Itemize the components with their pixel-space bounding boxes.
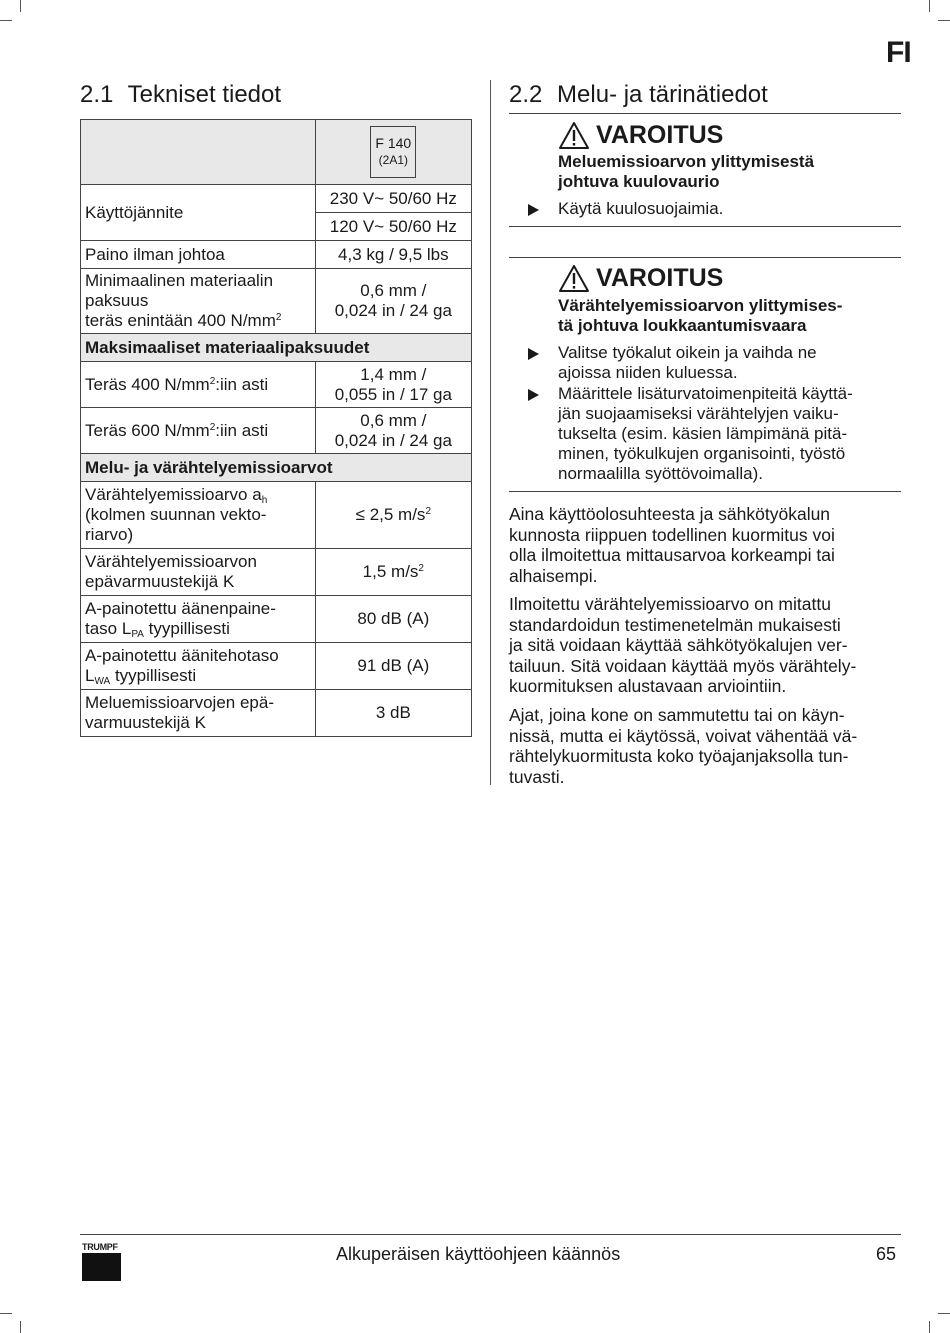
bullet-text: Käytä kuulosuojaimia. xyxy=(558,199,724,218)
steel600-value xyxy=(315,408,471,454)
noise-uncert-label xyxy=(81,690,316,737)
superscript: 2 xyxy=(425,506,431,517)
text-line: Värähtelyemissioarvon ylittymises- xyxy=(558,296,843,315)
vibration-label xyxy=(81,482,316,549)
vib-uncert-label xyxy=(81,549,316,596)
warning2-bottom-rule xyxy=(509,491,901,492)
technical-data-table xyxy=(80,119,472,737)
text-line: nissä, mutta ei käytössä, voivat vähentää vä- xyxy=(509,725,858,746)
table-row xyxy=(81,241,472,269)
superscript: 2 xyxy=(209,421,216,433)
warning1-heading xyxy=(558,121,723,150)
warning-label: VAROITUS xyxy=(596,121,724,149)
text-line: johtuva kuulovaurio xyxy=(558,172,720,191)
label-text: tyypillisesti xyxy=(143,619,230,638)
warning2-bullet xyxy=(528,384,868,484)
lpa-value: 80 dB (A) xyxy=(315,596,471,643)
lwa-value: 91 dB (A) xyxy=(315,643,471,690)
label-text: :iin asti xyxy=(215,374,269,394)
logo-text: TRUMPF xyxy=(82,1242,118,1252)
value-line: 0,6 mm / xyxy=(360,410,427,430)
trumpf-logo xyxy=(82,1242,122,1281)
language-code: FI xyxy=(886,36,911,69)
paragraph xyxy=(509,504,901,586)
crop-mark xyxy=(938,1313,950,1314)
bullet-arrow-icon xyxy=(528,348,539,360)
text-line: Ilmoitettu värähtelyemissioarvo on mitattu xyxy=(509,594,831,614)
voltage-label: Käyttöjännite xyxy=(81,185,316,241)
text-line: standardoidun testimenetelmän mukaisesti xyxy=(509,614,841,635)
voltage-value-1: 230 V~ 50/60 Hz xyxy=(315,185,471,213)
crop-mark xyxy=(20,1321,21,1333)
text-line: kunnosta riippuen todellinen kuormitus voi xyxy=(509,524,835,545)
voltage-value-2: 120 V~ 50/60 Hz xyxy=(315,213,471,241)
label-line: A-painotettu äänenpaine- xyxy=(85,599,276,618)
label-line: (kolmen suunnan vekto- xyxy=(85,505,267,524)
warning1-bottom-rule xyxy=(509,226,901,227)
section-number: 2.2 xyxy=(509,81,543,108)
table-row xyxy=(81,690,472,737)
section-title-text: Tekniset tiedot xyxy=(127,81,282,108)
warning2-subtitle xyxy=(558,296,888,336)
bullet-text xyxy=(558,343,868,383)
weight-label: Paino ilman johtoa xyxy=(81,241,316,269)
footer-rule xyxy=(80,1234,901,1235)
column-divider xyxy=(490,80,491,785)
crop-mark xyxy=(929,1321,930,1333)
label-line xyxy=(85,485,311,505)
table-row xyxy=(81,362,472,408)
label-line: riarvo) xyxy=(85,525,134,544)
label-line: Värähtelyemissioarvon xyxy=(85,552,257,571)
paragraph xyxy=(509,594,901,697)
warning-triangle-icon xyxy=(558,121,590,150)
noise-heading: Melu- ja värähtelyemissioarvot xyxy=(81,454,472,482)
label-line: Minimaalinen materiaalin xyxy=(85,271,274,290)
model-code: (2A1) xyxy=(378,153,408,167)
min-thickness-value xyxy=(315,269,471,334)
value-line: 0,055 in / 17 ga xyxy=(334,384,452,404)
model-cell xyxy=(315,120,471,185)
label-line xyxy=(85,666,311,686)
min-thickness-label xyxy=(81,269,316,334)
steel400-label xyxy=(81,362,316,408)
table-row xyxy=(81,185,472,213)
warning2-top-rule xyxy=(509,257,901,258)
table-header-empty xyxy=(81,120,316,185)
lwa-label xyxy=(81,643,316,690)
bullet-arrow-icon xyxy=(528,389,539,401)
label-text: teräs enintään 400 N/mm xyxy=(85,311,276,330)
text-line: olla ilmoitettua mittausarvoa korkeampi tai xyxy=(509,545,835,565)
table-row xyxy=(81,408,472,454)
vibration-value xyxy=(315,482,471,549)
subscript: PA xyxy=(131,629,144,640)
page-number: 65 xyxy=(876,1244,897,1264)
label-text: Teräs 600 N/mm xyxy=(85,420,210,440)
text-line: tukselta (esim. käsien lämpimänä pitä- xyxy=(558,424,848,443)
crop-mark xyxy=(0,1313,12,1314)
text-line: ajoissa niiden kuluessa. xyxy=(558,363,738,382)
value-text: ≤ 2,5 m/s xyxy=(355,505,426,524)
label-text: taso L xyxy=(85,619,132,638)
section-title-noise xyxy=(509,81,768,109)
value-text: 1,5 m/s xyxy=(362,562,419,581)
table-row xyxy=(81,549,472,596)
vib-uncert-value xyxy=(315,549,471,596)
label-line: A-painotettu äänitehotaso xyxy=(85,646,279,665)
warning2-bullet xyxy=(528,343,868,383)
table-row xyxy=(81,334,472,362)
table-row xyxy=(81,643,472,690)
lpa-label xyxy=(81,596,316,643)
table-row xyxy=(81,120,472,185)
text-line: Määrittele lisäturvatoimenpiteitä käyttä- xyxy=(558,384,853,403)
bullet-text xyxy=(558,384,868,484)
text-line: ja sitä voidaan käyttää sähkötyökalujen ver- xyxy=(509,635,848,655)
warning-label: VAROITUS xyxy=(596,264,724,292)
label-line: varmuustekijä K xyxy=(85,713,206,732)
steel600-label xyxy=(81,408,316,454)
text-line: Aina käyttöolosuhteesta ja sähkötyökalun xyxy=(509,504,831,524)
label-text: Teräs 400 N/mm xyxy=(85,374,210,394)
steel400-value xyxy=(315,362,471,408)
weight-value: 4,3 kg / 9,5 lbs xyxy=(315,241,471,269)
superscript: 2 xyxy=(418,563,424,574)
text-line: rähtelykuormitusta koko työajanjaksolla tun- xyxy=(509,746,849,766)
crop-mark xyxy=(20,0,21,12)
warning2-heading xyxy=(558,264,723,293)
warning1-top-rule xyxy=(509,113,901,114)
label-line: Meluemissioarvojen epä- xyxy=(85,693,274,712)
footer-title: Alkuperäisen käyttöohjeen käännös xyxy=(336,1244,621,1264)
text-line: alhaisempi. xyxy=(509,565,598,586)
label-line: epävarmuustekijä K xyxy=(85,572,235,591)
text-line: jän suojaamiseksi värähtelyjen vaiku- xyxy=(558,404,839,423)
text-line: tailuun. Sitä voidaan käyttää myös värähtely- xyxy=(509,655,857,676)
text-line: minen, työkulkujen organisointi, työstö xyxy=(558,444,846,463)
text-line: normaalilla syöttövoimalla). xyxy=(558,464,764,483)
warning-triangle-icon xyxy=(558,264,590,293)
text-line: tuvasti. xyxy=(509,766,565,787)
text-line: Valitse työkalut oikein ja vaihda ne xyxy=(558,343,817,362)
superscript: 2 xyxy=(209,375,216,387)
label-line xyxy=(85,619,311,639)
label-line: paksuus xyxy=(85,291,149,310)
table-row xyxy=(81,454,472,482)
warning1-subtitle xyxy=(558,152,888,192)
max-thickness-heading: Maksimaaliset materiaalipaksuudet xyxy=(81,334,472,362)
crop-mark xyxy=(0,20,12,21)
subscript: h xyxy=(261,495,268,506)
value-line: 1,4 mm / xyxy=(360,364,427,384)
model-name: F 140 xyxy=(375,135,412,151)
table-row xyxy=(81,269,472,334)
model-box xyxy=(370,126,416,178)
logo-block xyxy=(82,1253,121,1281)
section-number: 2.1 xyxy=(80,81,114,108)
crop-mark xyxy=(929,0,930,12)
table-row xyxy=(81,596,472,643)
crop-mark xyxy=(938,20,950,21)
warning1-bullet xyxy=(528,199,868,219)
label-text: Värähtelyemissioarvo a xyxy=(85,485,262,504)
section-title-text: Melu- ja tärinätiedot xyxy=(557,81,768,108)
label-text: :iin asti xyxy=(215,420,269,440)
bullet-arrow-icon xyxy=(528,204,539,216)
text-line: Ajat, joina kone on sammutettu tai on käyn- xyxy=(509,705,845,725)
text-line: kuormituksen alustavaan arviointiin. xyxy=(509,676,787,696)
paragraph xyxy=(509,705,901,787)
superscript: 2 xyxy=(275,312,282,323)
value-line: 0,024 in / 24 ga xyxy=(334,430,452,450)
label-text: tyypillisesti xyxy=(110,666,197,685)
section-title-technical xyxy=(80,81,281,109)
text-line: Meluemissioarvon ylittymisestä xyxy=(558,152,815,171)
label-line xyxy=(85,311,311,331)
table-row xyxy=(81,482,472,549)
label-text: L xyxy=(85,666,95,685)
text-line: tä johtuva loukkaantumisvaara xyxy=(558,316,807,335)
value-line: 0,6 mm / xyxy=(360,281,427,300)
noise-uncert-value: 3 dB xyxy=(315,690,471,737)
value-line: 0,024 in / 24 ga xyxy=(334,301,452,320)
subscript: WA xyxy=(94,676,111,687)
